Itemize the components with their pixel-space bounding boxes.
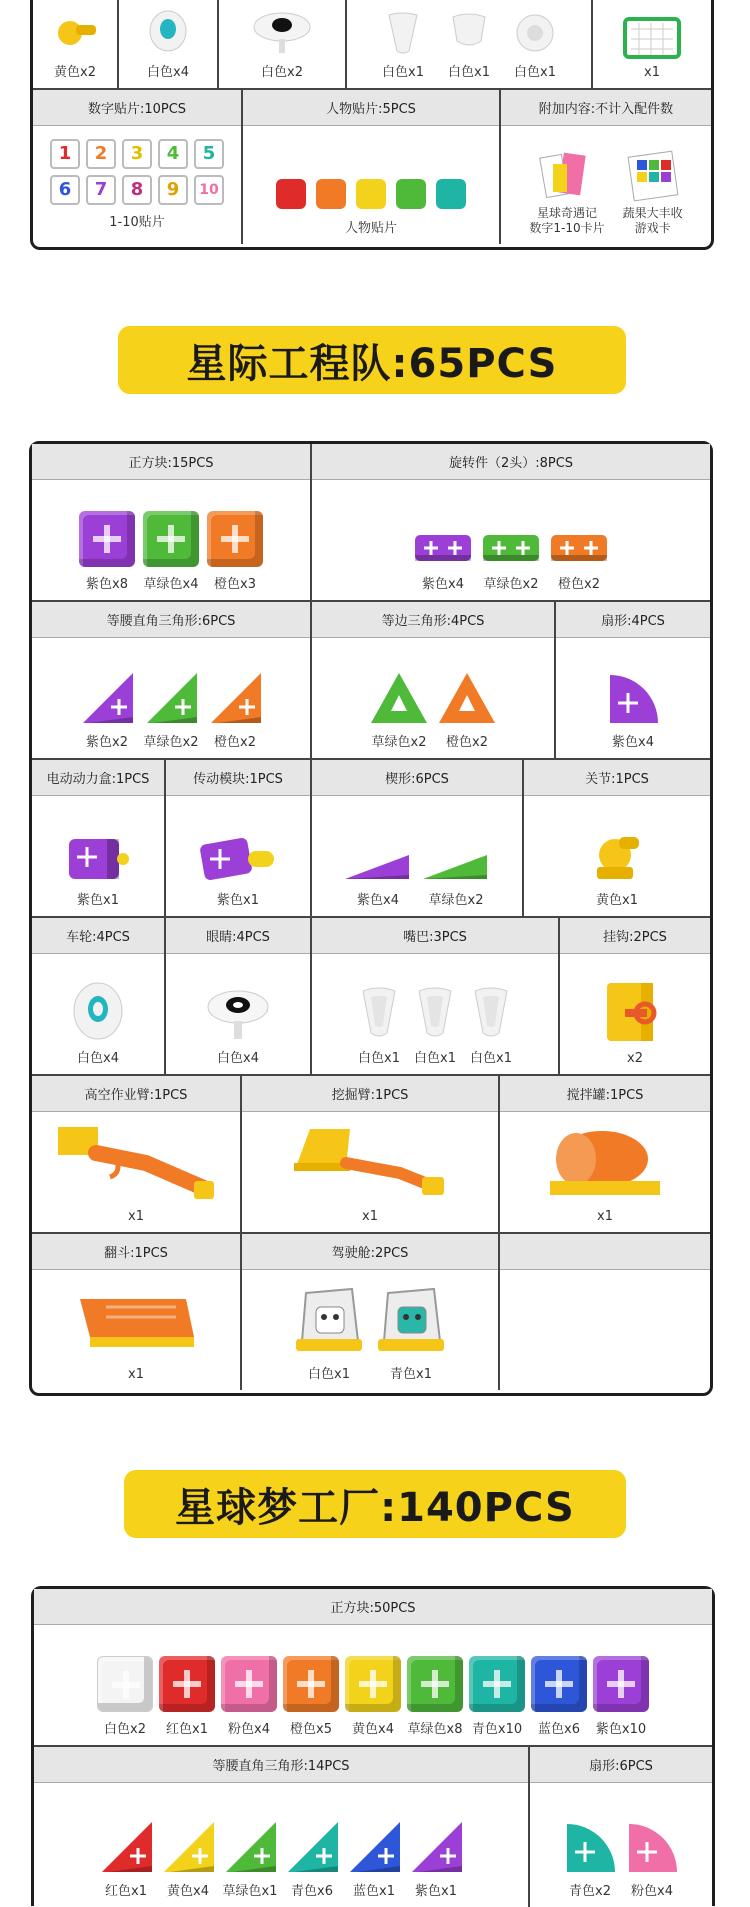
cell-header: 传动模块:1PCS: [166, 760, 310, 796]
part-item: [79, 511, 135, 592]
part-item: [283, 1656, 339, 1737]
drive-module-icon: [198, 831, 278, 883]
number-tile: 9: [158, 175, 188, 205]
cube-icon: [345, 1656, 401, 1712]
caption: 红色x1: [105, 1884, 147, 1899]
right-triangle-icon: [408, 1820, 464, 1874]
part-item: [76, 1291, 196, 1382]
caption: 粉色x4: [631, 1884, 673, 1899]
caption: 橙色x2: [558, 577, 600, 592]
part-item: [355, 985, 403, 1066]
cell-body: [34, 1783, 528, 1907]
part-item: [345, 1656, 401, 1737]
caption: 橙色x2: [214, 735, 256, 750]
cell-header: 搅拌罐:1PCS: [500, 1076, 710, 1112]
cell-header: 扇形:6PCS: [530, 1747, 712, 1783]
rotator-icon: [549, 527, 609, 567]
character-sticker: [396, 179, 426, 209]
table-row: [32, 760, 710, 918]
caption: x1: [128, 1367, 144, 1382]
character-sticker: [356, 179, 386, 209]
cube-icon: [469, 1656, 525, 1712]
part-item: [407, 1656, 463, 1737]
wedge-icon: [421, 849, 491, 883]
caption: 黄色x4: [352, 1722, 394, 1737]
caption: 青色x10: [471, 1722, 523, 1737]
cell-body: [166, 796, 310, 916]
caption: 草绿色x8: [407, 1722, 463, 1737]
fan-sector-icon: [563, 1820, 617, 1874]
cell-header: 旋转件（2头）:8PCS: [312, 444, 710, 480]
caption: 青色x6: [291, 1884, 333, 1899]
character-stickers: [276, 179, 466, 209]
part-cell: [524, 760, 710, 916]
cell-body: [530, 1783, 712, 1907]
caption: 白色x4: [217, 1051, 259, 1066]
mouth-icon: [411, 985, 459, 1041]
part-cell: [32, 1234, 242, 1390]
right-triangle-icon: [79, 671, 135, 725]
part-cell: [34, 1747, 530, 1907]
right-triangle-icon: [160, 1820, 216, 1874]
eye-icon: [203, 987, 273, 1041]
mouth-icon: [447, 11, 491, 55]
caption: 草绿色x2: [483, 577, 539, 592]
caption: 白色x1: [414, 1051, 456, 1066]
part-cell: [500, 1234, 710, 1390]
caption: 白色x2: [261, 65, 303, 80]
cockpit-icon: [374, 1283, 448, 1357]
number-tile: 5: [194, 139, 224, 169]
number-tiles-row-1: [50, 139, 224, 169]
fan-sector-icon: [606, 671, 660, 725]
cell-header: [500, 1234, 710, 1270]
right-triangle-icon: [207, 671, 263, 725]
cube-icon: [159, 1656, 215, 1712]
character-sticker: [436, 179, 466, 209]
cell-body: [556, 638, 710, 758]
part-item: [469, 1656, 525, 1737]
part-item: [467, 985, 515, 1066]
caption: 橙色x3: [214, 577, 256, 592]
part-item: [346, 1820, 402, 1899]
caption-line-1: 星球奇遇记: [536, 206, 597, 220]
wheel-icon: [143, 11, 193, 55]
part-item: [540, 1123, 670, 1224]
part-item: [292, 1283, 366, 1382]
part-item: [374, 1283, 448, 1382]
mouth-icon: [355, 985, 403, 1041]
part-cell: [32, 444, 312, 600]
part-item: [369, 671, 429, 750]
cell-mouth: [347, 0, 593, 88]
caption: 白色x1: [308, 1367, 350, 1382]
fan-sector-icon: [625, 1820, 679, 1874]
part-item: [203, 987, 273, 1066]
part-item: [143, 511, 199, 592]
cell-body: [312, 480, 710, 600]
part-item: [593, 1656, 649, 1737]
part-item: [290, 1123, 450, 1224]
part-item: [70, 981, 126, 1066]
part-cell: [32, 760, 166, 916]
caption: 橙色x5: [290, 1722, 332, 1737]
cell-header: 车轮:4PCS: [32, 918, 164, 954]
caption: 橙色x2: [446, 735, 488, 750]
cell-header: 眼睛:4PCS: [166, 918, 310, 954]
caption: 人物贴片: [344, 221, 397, 236]
caption: x2: [627, 1051, 643, 1066]
cell-body: [32, 638, 310, 758]
part-item: [98, 1820, 154, 1899]
right-triangle-icon: [284, 1820, 340, 1874]
cell-header: 数字贴片:10PCS: [33, 90, 241, 126]
part-item: [221, 1656, 277, 1737]
cell-body: [32, 1270, 240, 1390]
character-sticker: [316, 179, 346, 209]
right-triangle-icon: [143, 671, 199, 725]
number-cards-icon: [539, 150, 595, 202]
wedge-icon: [343, 849, 413, 883]
equilateral-triangle-icon: [369, 671, 429, 725]
part-item: [79, 671, 135, 750]
right-triangle-icon: [98, 1820, 154, 1874]
cell-body: [32, 1112, 240, 1232]
cell-header: 等腰直角三角形:6PCS: [32, 602, 310, 638]
part-item: [563, 1820, 617, 1899]
part-item: [606, 671, 660, 750]
board-icon: [617, 19, 687, 59]
cube-icon: [221, 1656, 277, 1712]
dump-bucket-icon: [76, 1291, 196, 1361]
part-cell: [34, 1589, 712, 1745]
cell-body: [312, 796, 522, 916]
aerial-arm-icon: [56, 1123, 216, 1203]
parts-table-bottom: [31, 1586, 715, 1906]
caption: 紫色x10: [595, 1722, 647, 1737]
part-cell: [242, 1076, 500, 1232]
cell-eye: [219, 0, 347, 88]
cell-header: 关节:1PCS: [524, 760, 710, 796]
joint-icon: [589, 827, 645, 883]
caption: 草绿色x2: [428, 893, 484, 908]
set-title-banner-2: 星球梦工厂:140PCS: [124, 1470, 626, 1538]
caption: x1: [362, 1209, 378, 1224]
number-tile: 1: [50, 139, 80, 169]
joint-icon: [50, 15, 100, 55]
caption: 黄色x4: [167, 1884, 209, 1899]
table-row: [32, 444, 710, 602]
cube-icon: [407, 1656, 463, 1712]
part-item: [437, 671, 497, 750]
part-cell: [242, 1234, 500, 1390]
set-title-banner-1: 星际工程队:65PCS: [118, 326, 626, 394]
caption-line-1: 蔬果大丰收: [622, 206, 683, 220]
parts-table-top: [30, 0, 714, 250]
cell-header: 嘴巴:3PCS: [312, 918, 558, 954]
right-triangle-icon: [346, 1820, 402, 1874]
mouth-icon: [467, 985, 515, 1041]
cell-wheel: [119, 0, 219, 88]
rotator-icon: [481, 527, 541, 567]
game-card-icon: [625, 150, 681, 202]
cell-header: 正方块:50PCS: [34, 1589, 712, 1625]
caption: 紫色x2: [86, 735, 128, 750]
cell-header: 翻斗:1PCS: [32, 1234, 240, 1270]
cell-header: 附加内容:不计入配件数: [501, 90, 711, 126]
eye-icon: [250, 11, 314, 55]
caption: 白色x4: [147, 65, 189, 80]
caption: 蓝色x6: [538, 1722, 580, 1737]
rotator-icon: [413, 527, 473, 567]
cell-body: [500, 1270, 710, 1390]
cell-body: [34, 1625, 712, 1745]
part-cell: [312, 918, 560, 1074]
caption: 草绿色x4: [143, 577, 199, 592]
caption-line-2: 游戏卡: [634, 221, 671, 235]
part-item: [549, 527, 609, 592]
part-item: [198, 831, 278, 908]
part-item: [343, 849, 413, 908]
cell-number-tiles: [33, 90, 243, 244]
part-item: [413, 527, 473, 592]
table-row: [32, 602, 710, 760]
cell-character-stickers: [243, 90, 501, 244]
caption: 黄色x2: [54, 65, 96, 80]
table-row: [32, 918, 710, 1076]
caption: 青色x2: [569, 1884, 611, 1899]
cube-icon: [79, 511, 135, 567]
cell-body: [32, 954, 164, 1074]
part-item: [421, 849, 491, 908]
part-item: [589, 827, 645, 908]
cell-body: [560, 954, 710, 1074]
cell-header: 正方块:15PCS: [32, 444, 310, 480]
cell-body: [166, 954, 310, 1074]
caption: 草绿色x1: [222, 1884, 278, 1899]
caption: 紫色x1: [77, 893, 119, 908]
cell-body: [312, 638, 554, 758]
cell-header: 等边三角形:4PCS: [312, 602, 554, 638]
part-item: [411, 985, 459, 1066]
cell-header: 楔形:6PCS: [312, 760, 522, 796]
caption: 白色x1: [448, 65, 490, 80]
caption: 蓝色x1: [353, 1884, 395, 1899]
number-tile: 10: [194, 175, 224, 205]
caption: 草绿色x2: [143, 735, 199, 750]
number-tile: 8: [122, 175, 152, 205]
part-item: [160, 1820, 216, 1899]
hook-icon: [603, 979, 667, 1045]
character-sticker: [276, 179, 306, 209]
cell-header: 挖掘臂:1PCS: [242, 1076, 498, 1112]
table-row: [32, 1076, 710, 1234]
cell-header: 等腰直角三角形:14PCS: [34, 1747, 528, 1783]
power-box-icon: [65, 831, 131, 883]
number-tile: 3: [122, 139, 152, 169]
caption: x1: [597, 1209, 613, 1224]
number-tile: 6: [50, 175, 80, 205]
part-cell: [530, 1747, 712, 1907]
part-cell: [560, 918, 710, 1074]
part-item: [159, 1656, 215, 1737]
part-item: [603, 979, 667, 1066]
table-row: [32, 1234, 710, 1390]
caption: 青色x1: [390, 1367, 432, 1382]
part-item: [97, 1656, 153, 1737]
cell-header: 电动动力盒:1PCS: [32, 760, 164, 796]
cell-body: [32, 796, 164, 916]
part-item: [207, 511, 263, 592]
caption-line-2: 数字1-10卡片: [529, 221, 605, 235]
cube-icon: [593, 1656, 649, 1712]
caption: 白色x1: [514, 65, 556, 80]
caption: 黄色x1: [596, 893, 638, 908]
digger-arm-icon: [290, 1123, 450, 1203]
cell-joint: [33, 0, 119, 88]
cell-extras: [501, 90, 711, 244]
part-item: [284, 1820, 340, 1899]
part-item: [143, 671, 199, 750]
part-cell: [32, 1076, 242, 1232]
part-item: [65, 831, 131, 908]
cell-body: [242, 1270, 498, 1390]
caption: 紫色x4: [612, 735, 654, 750]
cell-header: 挂钩:2PCS: [560, 918, 710, 954]
table-row: [34, 1589, 712, 1747]
cube-icon: [143, 511, 199, 567]
caption: 白色x1: [382, 65, 424, 80]
mixer-drum-icon: [540, 1123, 670, 1203]
wheel-icon: [70, 981, 126, 1041]
part-item: [531, 1656, 587, 1737]
part-item: [207, 671, 263, 750]
cell-board: [593, 0, 711, 88]
number-tile: 7: [86, 175, 116, 205]
part-cell: [32, 918, 166, 1074]
part-item: [625, 1820, 679, 1899]
number-tile: 4: [158, 139, 188, 169]
cell-header: 人物贴片:5PCS: [243, 90, 499, 126]
cell-body: [312, 954, 558, 1074]
cell-header: 扇形:4PCS: [556, 602, 710, 638]
caption: 白色x1: [358, 1051, 400, 1066]
cube-icon: [207, 511, 263, 567]
part-item: [222, 1820, 278, 1899]
table-row: [34, 1747, 712, 1907]
caption: 紫色x4: [422, 577, 464, 592]
caption: x1: [644, 65, 660, 80]
cube-icon: [97, 1656, 153, 1712]
cell-header: 高空作业臂:1PCS: [32, 1076, 240, 1112]
number-tiles-row-2: [50, 175, 224, 205]
cell-body: [32, 480, 310, 600]
caption: 白色x1: [470, 1051, 512, 1066]
part-cell: [166, 760, 312, 916]
part-cell: [312, 602, 556, 758]
caption: 紫色x1: [415, 1884, 457, 1899]
cell-body: [500, 1112, 710, 1232]
cockpit-icon: [292, 1283, 366, 1357]
caption: 白色x2: [104, 1722, 146, 1737]
cube-icon: [531, 1656, 587, 1712]
mouth-icon: [381, 11, 425, 55]
cell-body: [242, 1112, 498, 1232]
part-cell: [500, 1076, 710, 1232]
cell-body: [524, 796, 710, 916]
part-cell: [32, 602, 312, 758]
cell-header: 驾驶舱:2PCS: [242, 1234, 498, 1270]
caption: 红色x1: [166, 1722, 208, 1737]
caption: x1: [128, 1209, 144, 1224]
parts-table-middle: [29, 441, 713, 1396]
part-cell: [166, 918, 312, 1074]
caption: 紫色x4: [357, 893, 399, 908]
part-item: [408, 1820, 464, 1899]
caption: 草绿色x2: [371, 735, 427, 750]
part-cell: [312, 760, 524, 916]
equilateral-triangle-icon: [437, 671, 497, 725]
part-item: [481, 527, 541, 592]
caption: 紫色x8: [86, 577, 128, 592]
number-tile: 2: [86, 139, 116, 169]
mouth-icon: [513, 11, 557, 55]
cube-icon: [283, 1656, 339, 1712]
caption: 粉色x4: [228, 1722, 270, 1737]
part-item: [56, 1123, 216, 1224]
caption: 1-10贴片: [109, 214, 165, 230]
part-cell: [312, 444, 710, 600]
part-cell: [556, 602, 710, 758]
caption: 紫色x1: [217, 893, 259, 908]
right-triangle-icon: [222, 1820, 278, 1874]
caption: 白色x4: [77, 1051, 119, 1066]
